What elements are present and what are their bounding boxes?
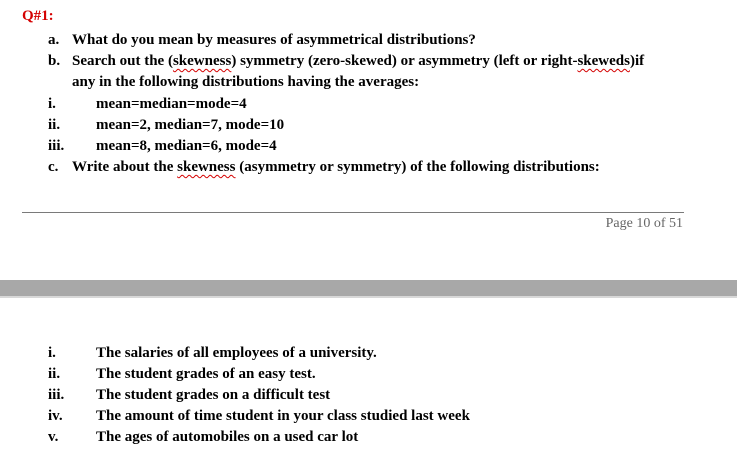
c-subitem-marker: ii.: [48, 366, 61, 382]
b-subitem-marker: ii.: [48, 117, 61, 133]
question-title: Q#1:: [22, 8, 54, 24]
spellcheck-word[interactable]: skewness: [177, 159, 236, 175]
spellcheck-word[interactable]: skeweds: [577, 53, 630, 69]
page-break-band: [0, 280, 737, 296]
c-subitem-text: The amount of time student in your class studied last week: [96, 408, 470, 424]
c-subitem-marker: iii.: [48, 387, 65, 403]
b-subitem-text: mean=2, median=7, mode=10: [96, 117, 285, 133]
item-a-marker: a.: [48, 32, 60, 48]
item-c-text: Write about the skewness (asymmetry or symmetry) of the following distributions:: [72, 159, 600, 175]
b-subitem-marker: iii.: [48, 138, 65, 154]
c-subitem-marker: i.: [48, 345, 56, 361]
spellcheck-word[interactable]: skewness: [172, 53, 232, 69]
item-a-text: What do you mean by measures of asymmetrical distributions?: [72, 32, 476, 48]
c-subitem-marker: iv.: [48, 408, 63, 424]
c-subitem-text: The salaries of all employees of a university.: [96, 345, 377, 361]
b-subitem-text: mean=median=mode=4: [96, 96, 247, 112]
footer-rule: [22, 212, 684, 213]
b-subitem-marker: i.: [48, 96, 56, 112]
item-b-line1: Search out the (skewness) symmetry (zero-skewed) or asymmetry (left or right-skeweds)if: [72, 53, 645, 69]
page-number: Page 10 of 51: [605, 216, 683, 231]
c-subitem-text: The student grades of an easy test.: [96, 366, 316, 382]
c-subitem-text: The ages of automobiles on a used car lot: [96, 429, 359, 445]
c-subitem-text: The student grades on a difficult test: [96, 387, 331, 403]
c-subitem-marker: v.: [48, 429, 59, 445]
item-b-marker: b.: [48, 53, 61, 69]
page-break-shadow: [0, 296, 737, 298]
item-c-marker: c.: [48, 159, 59, 175]
item-b-line2: any in the following distributions having the averages:: [72, 74, 420, 90]
b-subitem-text: mean=8, median=6, mode=4: [96, 138, 277, 154]
